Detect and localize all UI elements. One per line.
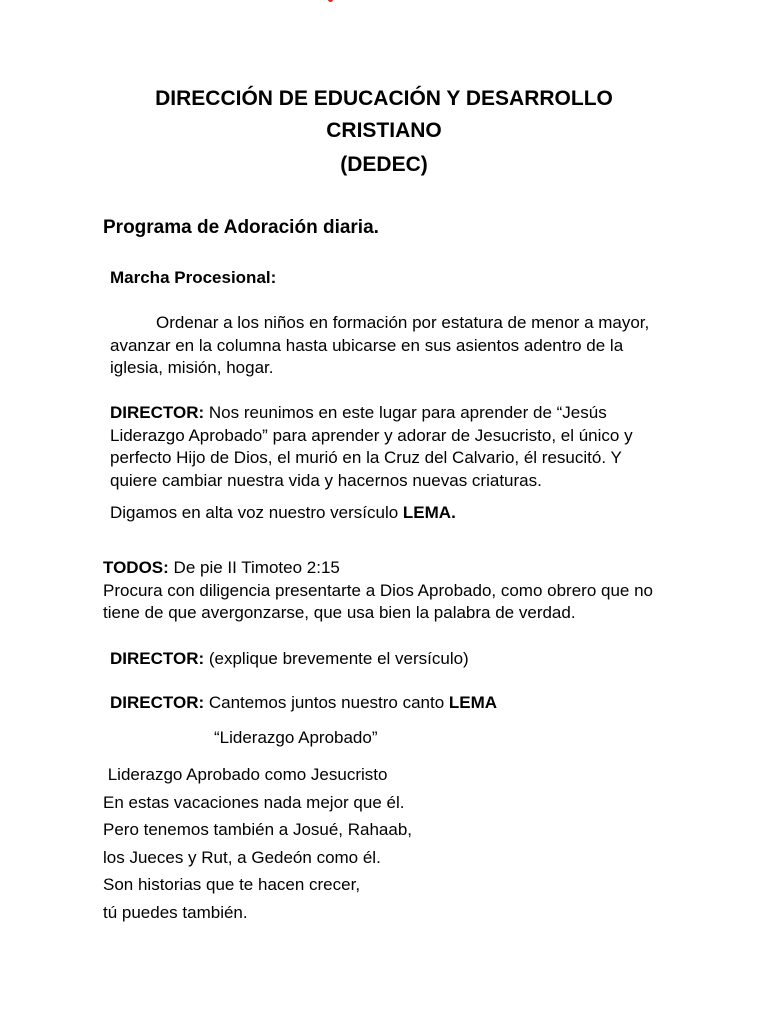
director-song-text: Cantemos juntos nuestro canto xyxy=(204,693,449,712)
director-intro-text: Nos reunimos en este lugar para aprender de “Jesús Liderazgo Aprobado” para aprender y adorar de Jesucristo, el único y perfecto Hijo de Dios, el murió en la Cruz del Calvario, él resucitó. Y quiere cambiar nuestra vida y hacernos nuevas criaturas. xyxy=(110,403,633,490)
director-intro-paragraph xyxy=(110,402,670,492)
procession-text: Ordenar a los niños en formación por estatura de menor a mayor, avanzar en la columna hasta ubicarse en sus asientos adentro de la iglesia, misión, hogar. xyxy=(110,313,650,377)
song-line: Pero tenemos también a Josué, Rahaab, xyxy=(103,820,413,839)
title-line-1: DIRECCIÓN DE EDUCACIÓN Y DESARROLLO xyxy=(155,87,613,110)
song-title: “Liderazgo Aprobado” xyxy=(214,728,378,747)
program-title: Programa de Adoración diaria. xyxy=(103,217,379,238)
title-line-2: CRISTIANO xyxy=(326,119,442,142)
song-lyrics xyxy=(103,761,603,926)
song-line: Son historias que te hacen crecer, xyxy=(103,875,361,894)
director-speaker: DIRECTOR: xyxy=(110,649,205,668)
director-explain-paragraph xyxy=(110,649,469,669)
title-abbreviation: (DEDEC) xyxy=(340,153,428,176)
todos-paragraph xyxy=(103,557,683,625)
lema-call-text: Digamos en alta voz nuestro versículo xyxy=(110,503,403,522)
song-line: tú puedes también. xyxy=(103,902,248,922)
procession-title: Marcha Procesional: xyxy=(110,268,277,287)
song-line: Liderazgo Aprobado como Jesucristo xyxy=(103,765,388,784)
procession-paragraph xyxy=(110,312,670,380)
lema-call-emphasis: LEMA. xyxy=(402,503,456,522)
song-line: los Jueces y Rut, a Gedeón como él. xyxy=(103,847,381,867)
director-song-paragraph xyxy=(110,693,497,713)
director-speaker: DIRECTOR: xyxy=(110,693,205,712)
todos-reference: De pie II Timoteo 2:15 xyxy=(168,558,340,577)
red-mark xyxy=(328,0,333,2)
song-line: En estas vacaciones nada mejor que él. xyxy=(103,792,405,812)
lema-call-paragraph xyxy=(110,503,456,523)
todos-verse: Procura con diligencia presentarte a Dios Aprobado, como obrero que no tiene de que avergonzarse, que usa bien la palabra de verdad. xyxy=(103,580,654,622)
director-explain-text: (explique brevemente el versículo) xyxy=(204,649,469,668)
document-title xyxy=(0,83,768,147)
director-speaker: DIRECTOR: xyxy=(110,403,205,422)
director-song-emphasis: LEMA xyxy=(448,693,498,712)
todos-speaker: TODOS: xyxy=(103,558,169,577)
